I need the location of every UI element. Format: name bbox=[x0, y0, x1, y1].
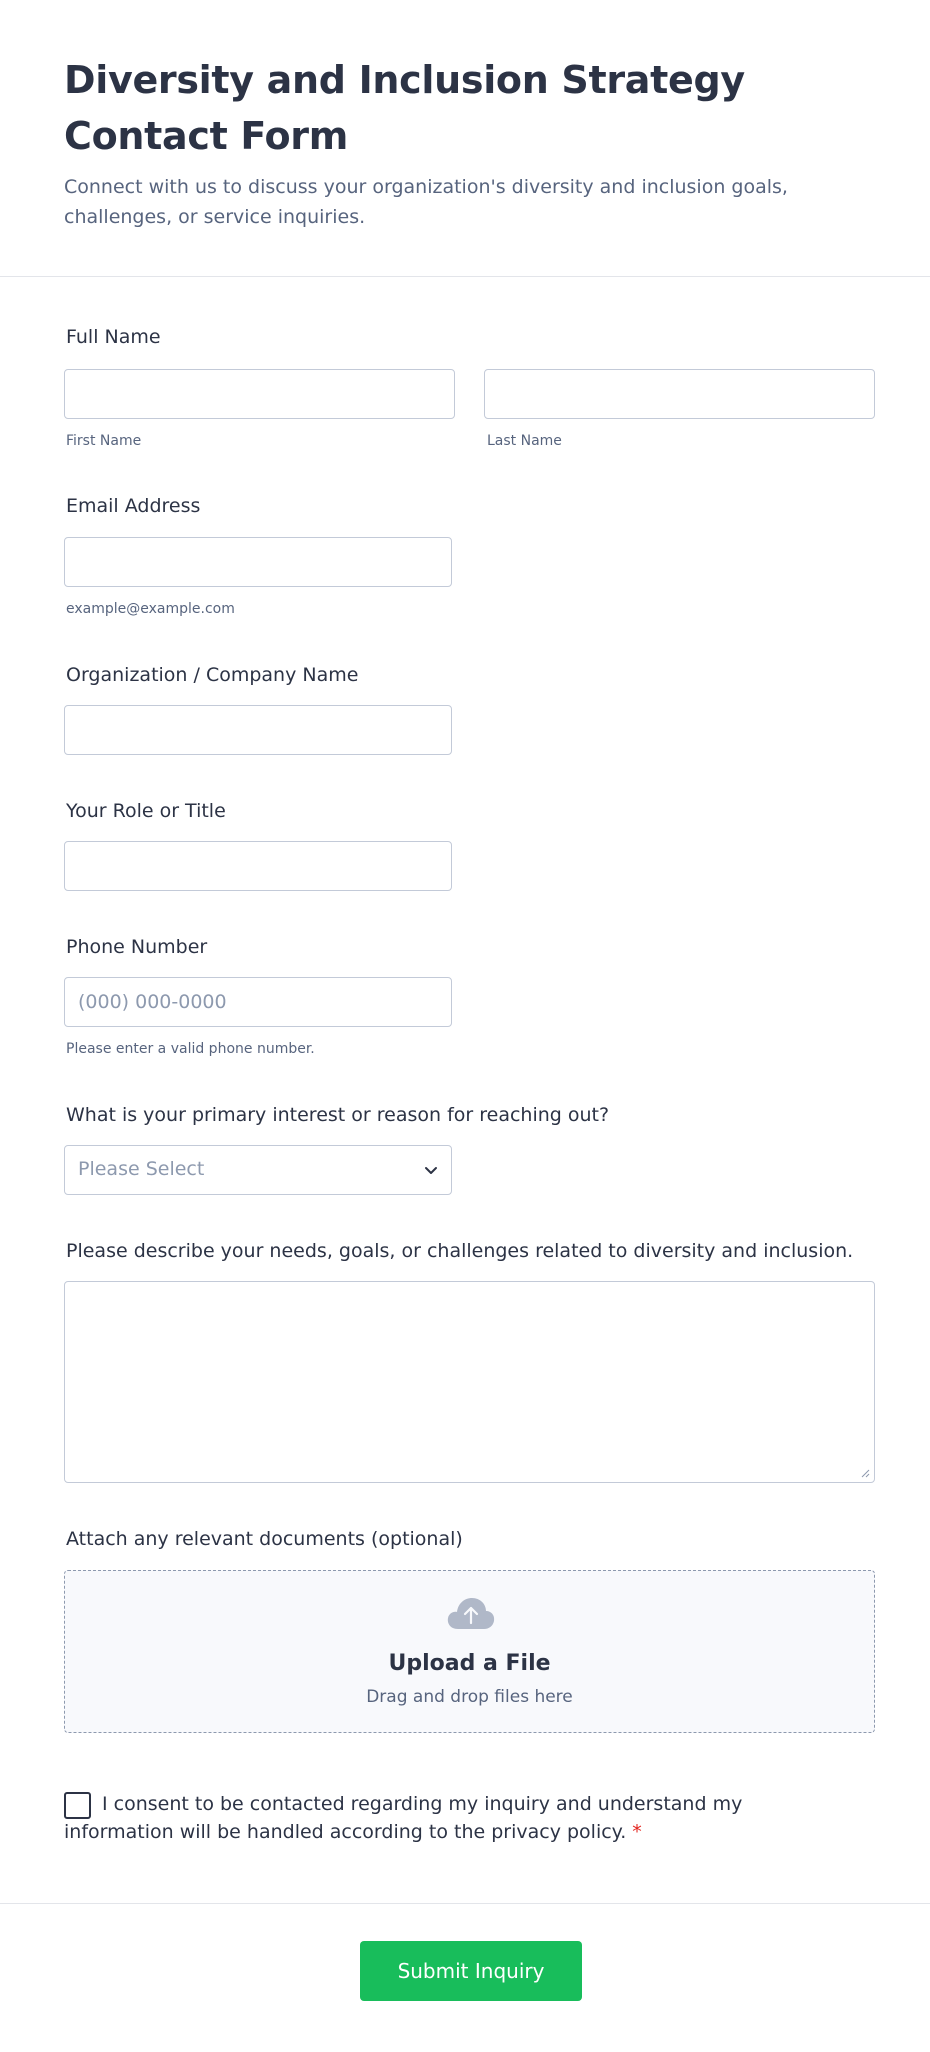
footer-divider bbox=[0, 1903, 930, 1904]
form-header bbox=[64, 52, 864, 232]
interest-select[interactable] bbox=[64, 1145, 452, 1195]
last-name-input[interactable] bbox=[484, 369, 875, 419]
attachment-label: Attach any relevant documents (optional) bbox=[66, 1528, 463, 1550]
cloud-upload-icon bbox=[446, 1595, 496, 1631]
description-label: Please describe your needs, goals, or challenges related to diversity and inclusion. bbox=[66, 1240, 854, 1262]
first-name-sublabel: First Name bbox=[66, 433, 142, 449]
organization-label: Organization / Company Name bbox=[66, 664, 359, 686]
email-label: Email Address bbox=[66, 495, 201, 517]
upload-title: Upload a File bbox=[388, 1651, 551, 1676]
interest-select-value: Please Select bbox=[78, 1158, 205, 1180]
required-marker: * bbox=[632, 1821, 642, 1843]
consent-text: I consent to be contacted regarding my inquiry and understand my information will be handled according to the privacy policy. bbox=[64, 1793, 743, 1843]
email-input[interactable] bbox=[64, 537, 452, 587]
file-upload-dropzone[interactable] bbox=[64, 1570, 875, 1733]
phone-input[interactable] bbox=[64, 977, 452, 1027]
email-sublabel: example@example.com bbox=[66, 601, 235, 617]
role-input[interactable] bbox=[64, 841, 452, 891]
phone-label: Phone Number bbox=[66, 936, 208, 958]
last-name-sublabel: Last Name bbox=[487, 433, 562, 449]
description-textarea[interactable] bbox=[64, 1281, 875, 1483]
interest-label: What is your primary interest or reason for reaching out? bbox=[66, 1104, 610, 1126]
form-title: Diversity and Inclusion Strategy Contact Form bbox=[64, 58, 745, 158]
upload-subtitle: Drag and drop files here bbox=[366, 1687, 573, 1707]
first-name-input[interactable] bbox=[64, 369, 455, 419]
role-label: Your Role or Title bbox=[66, 800, 226, 822]
consent-label bbox=[64, 1790, 764, 1846]
chevron-down-icon bbox=[423, 1162, 439, 1178]
header-divider bbox=[0, 276, 930, 277]
form-subtitle: Connect with us to discuss your organization's diversity and inclusion goals, challenges, or service inquiries. bbox=[64, 176, 788, 228]
organization-input[interactable] bbox=[64, 705, 452, 755]
submit-inquiry-button[interactable]: Submit Inquiry bbox=[360, 1941, 582, 2001]
resize-handle-icon[interactable] bbox=[860, 1468, 870, 1478]
phone-sublabel: Please enter a valid phone number. bbox=[66, 1041, 315, 1057]
full-name-label: Full Name bbox=[66, 326, 161, 348]
